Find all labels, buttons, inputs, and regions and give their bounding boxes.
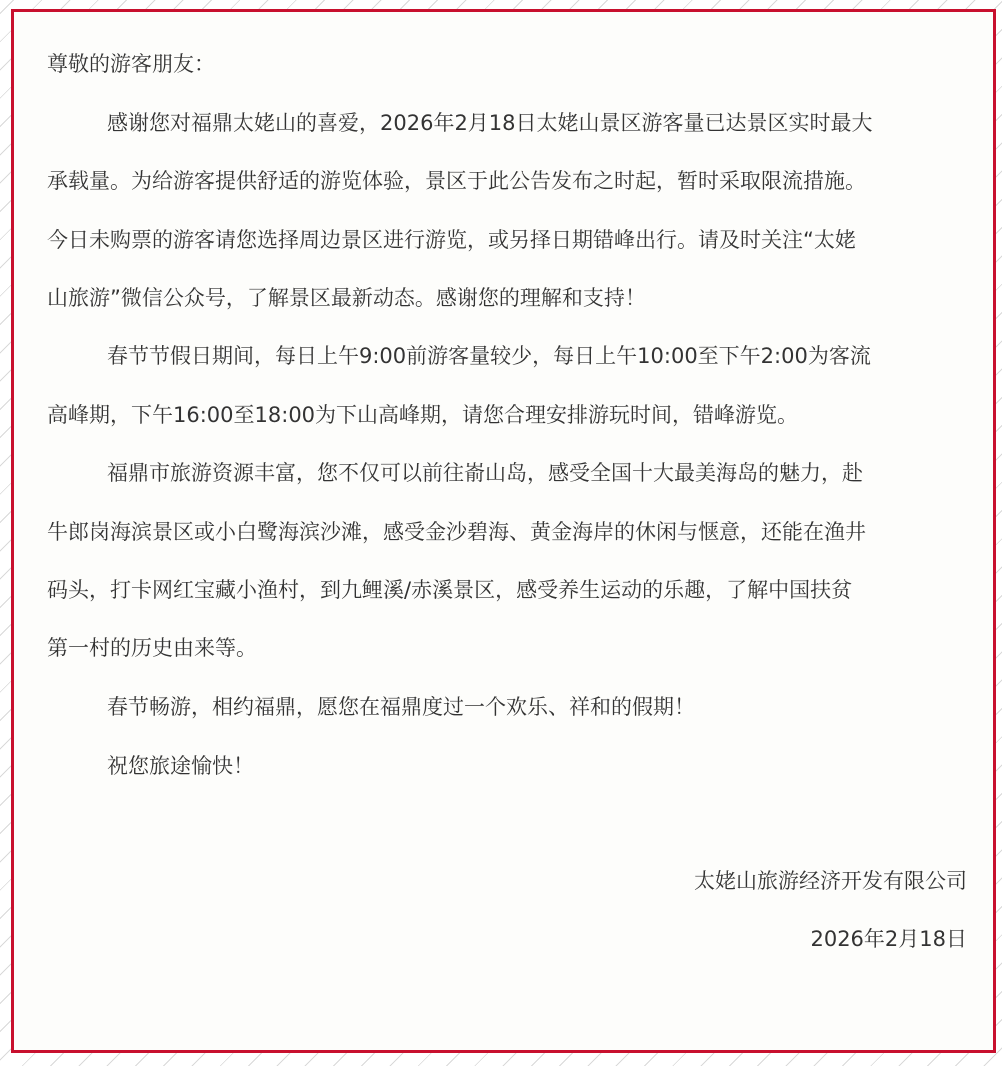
paragraph-1-line-2: 承载量。为给游客提供舒适的游览体验，景区于此公告发布之时起，暂时采取限流措施。: [47, 169, 866, 193]
greeting: 尊敬的游客朋友：: [47, 52, 215, 76]
paragraph-5: 祝您旅途愉快！: [107, 754, 254, 778]
signature-organization: 太姥山旅游经济开发有限公司: [694, 869, 967, 893]
paragraph-3-line-2: 牛郎岗海滨景区或小白鹭海滨沙滩，感受金沙碧海、黄金海岸的休闲与惬意，还能在渔井: [47, 520, 866, 544]
signature-date: 2026年2月18日: [810, 927, 967, 951]
paragraph-3-line-3: 码头，打卡网红宝藏小渔村，到九鲤溪/赤溪景区，感受养生运动的乐趣，了解中国扶贫: [47, 578, 853, 602]
paragraph-3-line-1: 福鼎市旅游资源丰富，您不仅可以前往嵛山岛，感受全国十大最美海岛的魅力，赴: [107, 461, 863, 485]
paragraph-3-line-4: 第一村的历史由来等。: [47, 636, 257, 660]
paragraph-2-line-2: 高峰期，下午16:00至18:00为下山高峰期，请您合理安排游玩时间，错峰游览。: [47, 403, 799, 427]
notice-card: [11, 9, 996, 1053]
paragraph-1-line-1: 感谢您对福鼎太姥山的喜爱，2026年2月18日太姥山景区游客量已达景区实时最大: [107, 111, 873, 135]
paragraph-2-line-1: 春节节假日期间，每日上午9:00前游客量较少，每日上午10:00至下午2:00为客流: [107, 344, 871, 368]
paragraph-1-line-3: 今日未购票的游客请您选择周边景区进行游览，或另择日期错峰出行。请及时关注“太姥: [47, 228, 856, 252]
paragraph-1-line-4: 山旅游”微信公众号，了解景区最新动态。感谢您的理解和支持！: [47, 286, 646, 310]
paragraph-4: 春节畅游，相约福鼎，愿您在福鼎度过一个欢乐、祥和的假期！: [107, 695, 695, 719]
